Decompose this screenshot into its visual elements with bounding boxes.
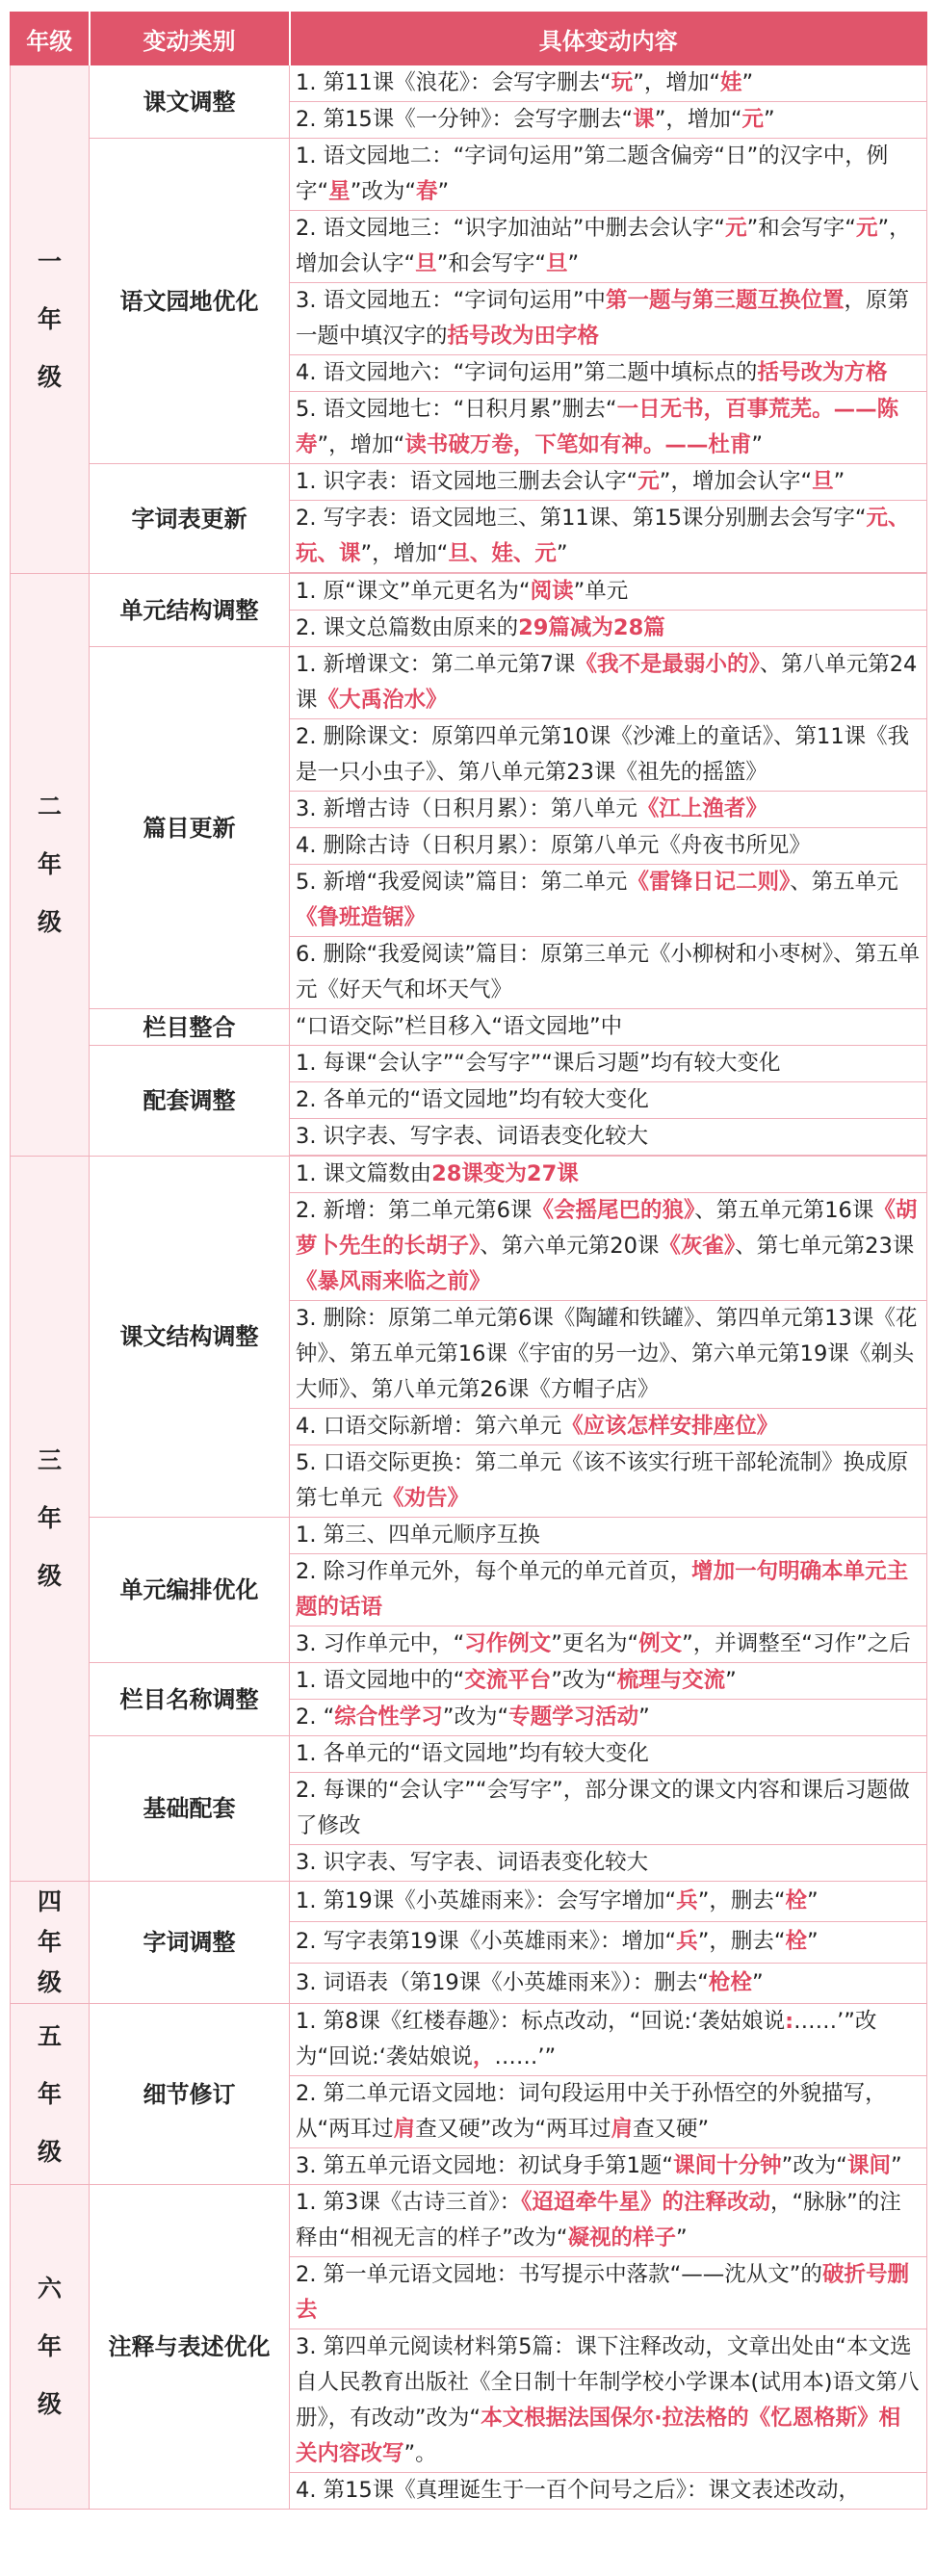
change-item: 2. 课文总篇数由原来的29篇减为28篇: [290, 611, 927, 647]
highlight-text: 课间: [846, 2153, 891, 2178]
change-item: 4. 语文园地六：“字词句运用”第二题中填标点的括号改为方格: [290, 355, 927, 392]
change-item: 2. 第二单元语文园地：词句段运用中关于孙悟空的外貌描写，从“两耳过肩查又硬”改为“两耳过肩查又硬”: [290, 2076, 927, 2148]
change-item: 5. 语文园地七：“日积月累”删去“一日无书，百事荒芜。——陈寿”，增加“读书破万卷，下笔如有神。——杜甫”: [290, 392, 927, 464]
highlight-text: 课: [633, 107, 655, 132]
highlight-text: 交流平台: [464, 1668, 552, 1693]
category-cell: 细节修订: [90, 2004, 290, 2185]
category-cell: 字词表更新: [90, 464, 290, 574]
highlight-text: 专题学习活动: [508, 1704, 639, 1730]
category-cell: 课文调整: [90, 65, 290, 139]
grade-cell: 五 年 级: [11, 2004, 90, 2185]
highlight-text: 娃: [720, 70, 742, 95]
highlight-text: :: [785, 2009, 794, 2034]
change-item: 1. 语文园地二：“字词句运用”第二题含偏旁“日”的汉字中，例字“星”改为“春”: [290, 139, 927, 211]
highlight-text: 玩: [611, 70, 634, 95]
change-item: 1. 语文园地中的“交流平台”改为“梳理与交流”: [290, 1663, 927, 1700]
change-item: “口语交际”栏目移入“语文园地”中: [290, 1009, 927, 1046]
highlight-text: ，: [472, 2044, 495, 2069]
change-item: 5. 新增“我爱阅读”篇目：第二单元《雷锋日记二则》、第五单元《鲁班造锯》: [290, 865, 927, 937]
highlight-text: 元: [725, 216, 747, 241]
highlight-text: 《灰雀》: [659, 1234, 736, 1259]
change-item: 2. 除习作单元外，每个单元的单元首页，增加一句明确本单元主题的话语: [290, 1554, 927, 1626]
change-item: 2. 第一单元语文园地：书写提示中落款“——沈从文”的破折号删去: [290, 2257, 927, 2329]
change-item: 3. 识字表、写字表、词语表变化较大: [290, 1119, 927, 1156]
change-item: 1. 第19课《小英雄雨来》：会写字增加“兵”，删去“栓”: [290, 1882, 927, 1922]
category-cell: 配套调整: [90, 1046, 290, 1157]
change-item: 2. 第15课《一分钟》：会写字删去“课”，增加“元”: [290, 102, 927, 139]
highlight-text: 《雷锋日记二则》: [627, 870, 791, 895]
highlight-text: 《鲁班造锯》: [296, 905, 427, 930]
change-item: 2. 新增：第二单元第6课《会摇尾巴的狼》、第五单元第16课《胡萝卜先生的长胡子》、第六单元第20课《灰雀》、第七单元第23课《暴风雨来临之前》: [290, 1193, 927, 1301]
highlight-text: 《迢迢牵牛星》的注释改动: [521, 2190, 770, 2215]
highlight-text: 本文根据法国保尔·拉法格的《忆恩格斯》相关内容改写: [296, 2406, 901, 2466]
highlight-text: 栓: [785, 1929, 808, 1955]
header-row: [11, 13, 927, 65]
highlight-text: 《劝告》: [382, 1486, 470, 1511]
category-cell: 字词调整: [90, 1882, 290, 2004]
highlight-text: 元: [855, 216, 878, 241]
category-cell: 单元结构调整: [90, 574, 290, 647]
change-item: 2. “综合性学习”改为“专题学习活动”: [290, 1700, 927, 1736]
highlight-text: 括号改为方格: [757, 360, 888, 385]
category-cell: 课文结构调整: [90, 1157, 290, 1518]
highlight-text: 星: [328, 179, 351, 204]
highlight-text: 春: [416, 179, 438, 204]
highlight-text: 第一题与第三题互换位置: [605, 288, 845, 313]
change-item: 2. 写字表第19课《小英雄雨来》：增加“兵”，删去“栓”: [290, 1922, 927, 1963]
change-item: 3. 习作单元中，“习作例文”更名为“例文”，并调整至“习作”之后: [290, 1626, 927, 1663]
category-cell: 栏目整合: [90, 1009, 290, 1046]
highlight-text: 《应该怎样安排座位》: [561, 1414, 779, 1439]
highlight-text: 旦: [812, 469, 834, 494]
highlight-text: 课间十分钟: [673, 2153, 782, 2178]
highlight-text: 《会摇尾巴的狼》: [532, 1198, 695, 1223]
highlight-text: 综合性学习: [334, 1704, 443, 1730]
changes-table: [10, 12, 927, 2510]
highlight-text: 《胡萝卜先生的长胡子》: [296, 1198, 918, 1259]
category-cell: 基础配套: [90, 1736, 290, 1882]
highlight-text: 习作例文: [464, 1631, 552, 1656]
change-item: 3. 第五单元语文园地：初试身手第1题“课间十分钟”改为“课间”: [290, 2148, 927, 2185]
highlight-text: 栓: [785, 1888, 808, 1914]
change-item: 1. 新增课文：第二单元第7课《我不是最弱小的》、第八单元第24课《大禹治水》: [290, 647, 927, 719]
highlight-text: 凝视的样子: [567, 2225, 676, 2251]
highlight-text: 28课变为27课: [431, 1161, 579, 1186]
change-item: 1. 每课“会认字”“会写字”“课后习题”均有较大变化: [290, 1046, 927, 1082]
change-item: 2. 各单元的“语文园地”均有较大变化: [290, 1082, 927, 1119]
header-grade: 年级: [11, 13, 90, 65]
change-item: 1. 第3课《古诗三首》：《迢迢牵牛星》的注释改动，“脉脉”的注释由“相视无言的样子”改为“凝视的样子”: [290, 2185, 927, 2257]
highlight-text: 例文: [638, 1631, 683, 1656]
highlight-text: 枪栓: [708, 1969, 752, 1995]
change-item: 3. 词语表（第19课《小英雄雨来》）：删去“枪栓”: [290, 1963, 927, 2003]
highlight-text: 旦: [415, 251, 437, 276]
change-item: 3. 删除：原第二单元第6课《陶罐和铁罐》、第四单元第13课《花钟》、第五单元第16课《宇宙的另一边》、第六单元第19课《剃头大师》、第八单元第26课《方帽子店》: [290, 1301, 927, 1409]
highlight-text: 《大禹治水》: [317, 688, 448, 713]
highlight-text: 元、玩、课: [296, 506, 910, 566]
change-item: 1. 第三、四单元顺序互换: [290, 1518, 927, 1554]
change-item: 3. 第四单元阅读材料第5篇：课下注释改动，文章出处由“本文选自人民教育出版社《全日制十年制学校小学课本(试用本)语文第八册》，有改动”改为“本文根据法国保尔·拉法格的《忆恩格斯》相关内容改写”。: [290, 2329, 927, 2473]
highlight-text: 阅读: [530, 579, 574, 604]
highlight-text: 肩: [611, 2117, 634, 2142]
highlight-text: 一日无书，百事荒芜。——陈寿: [296, 397, 899, 457]
highlight-text: 元: [637, 469, 660, 494]
category-cell: 栏目名称调整: [90, 1663, 290, 1736]
change-item: 1. 各单元的“语文园地”均有较大变化: [290, 1736, 927, 1773]
change-item: 2. 删除课文：原第四单元第10课《沙滩上的童话》、第11课《我是一只小虫子》、第八单元第23课《祖先的摇篮》: [290, 719, 927, 792]
change-item: 2. 每课的“会认字”“会写字”，部分课文的课文内容和课后习题做了修改: [290, 1773, 927, 1845]
change-item: 1. 原“课文”单元更名为“阅读”单元: [290, 574, 927, 611]
highlight-text: 兵: [676, 1929, 698, 1955]
highlight-text: 29篇减为28篇: [518, 615, 665, 640]
change-item: 1. 识字表：语文园地三删去会认字“元”，增加会认字“旦”: [290, 464, 927, 501]
category-cell: 注释与表述优化: [90, 2185, 290, 2510]
change-item: 5. 口语交际更换：第二单元《该不该实行班干部轮流制》换成原第七单元《劝告》: [290, 1445, 927, 1518]
highlight-text: 破折号删去: [296, 2262, 909, 2323]
highlight-text: 梳理与交流: [616, 1668, 726, 1693]
highlight-text: 增加一句明确本单元主题的话语: [296, 1559, 909, 1620]
grade-cell: 六 年 级: [11, 2185, 90, 2510]
highlight-text: 括号改为田字格: [447, 324, 600, 349]
change-item: 6. 删除“我爱阅读”篇目：原第三单元《小柳树和小枣树》、第五单元《好天气和坏天气》: [290, 937, 927, 1009]
change-item: 3. 语文园地五：“字词句运用”中第一题与第三题互换位置，原第一题中填汉字的括号改为田字格: [290, 283, 927, 355]
change-item: 4. 删除古诗（日积月累）：原第八单元《舟夜书所见》: [290, 828, 927, 865]
highlight-text: 肩: [393, 2117, 416, 2142]
change-item: 4. 口语交际新增：第六单元《应该怎样安排座位》: [290, 1409, 927, 1445]
highlight-text: 《我不是最弱小的》: [575, 652, 760, 677]
highlight-text: 旦、娃、元: [448, 541, 557, 566]
change-item: 1. 课文篇数由28课变为27课: [290, 1157, 927, 1193]
change-item: 1. 第8课《红楼春趣》：标点改动，“回说:‘袭姑娘说:……’”改为“回说:‘袭姑娘说，……’”: [290, 2004, 927, 2076]
change-item: 3. 新增古诗（日积月累）：第八单元《江上渔者》: [290, 792, 927, 828]
change-item: 3. 识字表、写字表、词语表变化较大: [290, 1845, 927, 1882]
grade-cell: 三 年 级: [11, 1157, 90, 1882]
category-cell: 单元编排优化: [90, 1518, 290, 1663]
header-content: 具体变动内容: [290, 13, 927, 65]
change-item: 1. 第11课《浪花》：会写字删去“玩”，增加“娃”: [290, 65, 927, 102]
category-cell: 语文园地优化: [90, 139, 290, 464]
grade-cell: 一 年 级: [11, 65, 90, 574]
change-item: 2. 写字表：语文园地三、第11课、第15课分别删去会写字“元、玩、课”，增加“旦、娃、元”: [290, 501, 927, 573]
category-cell: 篇目更新: [90, 647, 290, 1009]
header-category: 变动类别: [90, 13, 290, 65]
highlight-text: 《江上渔者》: [637, 796, 767, 821]
highlight-text: 兵: [676, 1888, 698, 1914]
change-item: 2. 语文园地三：“识字加油站”中删去会认字“元”和会写字“元”，增加会认字“旦”和会写字“旦”: [290, 211, 927, 283]
grade-cell: 四 年 级: [11, 1882, 90, 2004]
highlight-text: 元: [741, 107, 765, 132]
highlight-text: 《暴风雨来临之前》: [296, 1269, 491, 1294]
highlight-text: 旦: [546, 251, 568, 276]
change-item: 4. 第15课《真理诞生于一百个问号之后》：课文表述改动，: [290, 2473, 927, 2510]
highlight-text: 读书破万卷，下笔如有神。——杜甫: [404, 432, 752, 457]
grade-cell: 二 年 级: [11, 574, 90, 1157]
